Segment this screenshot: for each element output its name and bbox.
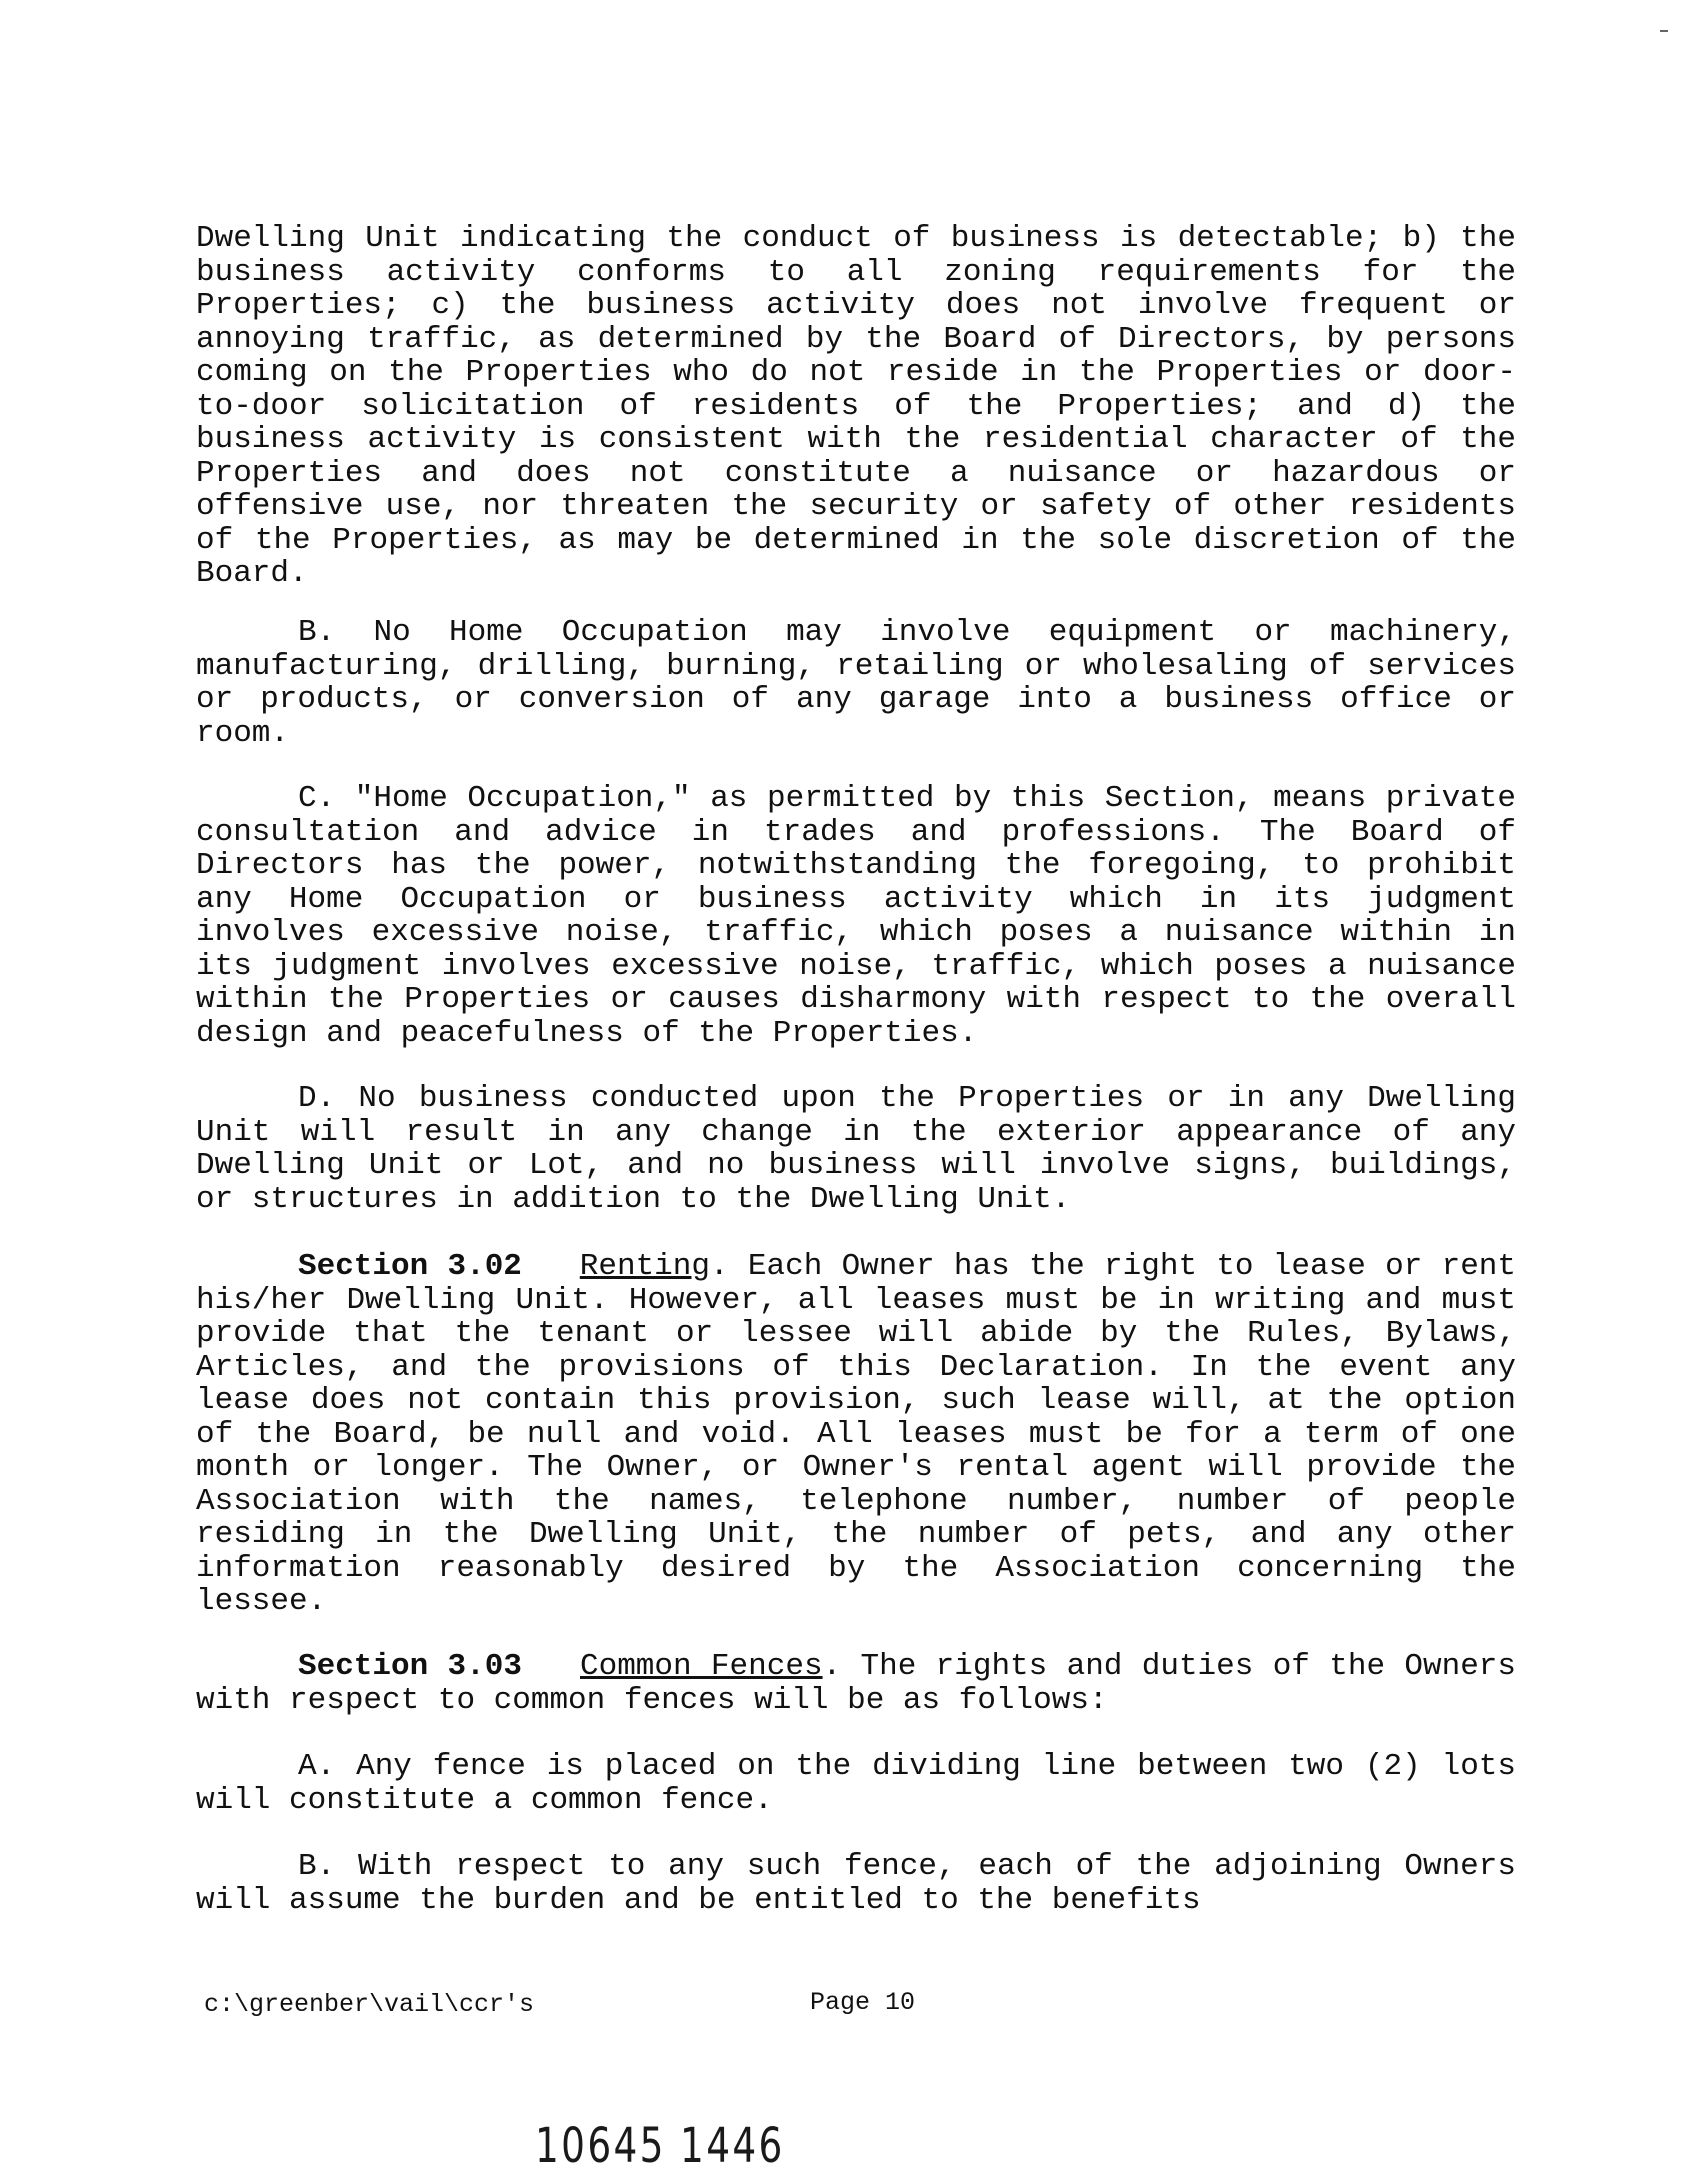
paragraph-3-03-b: B. With respect to any such fence, each of the adjoining Owners will assume the burden and be entitled to the benefits: [196, 1849, 1516, 1918]
recording-stamp: 10645 1446: [535, 2118, 785, 2174]
section-3-03-label: Section 3.03: [298, 1649, 522, 1684]
paragraph-3-03-a: A. Any fence is placed on the dividing line between two (2) lots will constitute a common fence.: [196, 1749, 1516, 1818]
section-3-02: [196, 1250, 1516, 1619]
paragraph-continuation: Dwelling Unit indicating the conduct of business is detectable; b) the business activity conforms to all zoning requirements for the Properties; c) the business activity does not involve frequent or annoying traffic, as determined by the Board of Directors, by persons coming on the Properties who do not reside in the Properties or door-to-door solicitation of residents of the Properties; and d) the business activity is consistent with the residential character of the Properties and does not constitute a nuisance or hazardous or offensive use, nor threaten the security or safety of other residents of the Properties, as may be determined in the sole discretion of the Board.: [196, 221, 1516, 591]
section-3-02-label: Section 3.02: [298, 1249, 522, 1284]
section-3-02-title: Renting: [579, 1249, 710, 1284]
footer-page-number: Page 10: [810, 1988, 916, 2017]
footer-file-path: c:\greenber\vail\ccr's: [204, 1990, 535, 2019]
section-3-03-title: Common Fences: [579, 1649, 823, 1684]
section-3-03: [196, 1650, 1516, 1717]
corner-mark: [1660, 30, 1668, 32]
paragraph-c: C. "Home Occupation," as permitted by this Section, means private consultation and advice in trades and professions. The Board of Directors has the power, notwithstanding the foregoing, to prohibit any Home Occupation or business activity which in its judgment involves excessive noise, traffic, which poses a nuisance within in its judgment involves excessive noise, traffic, which poses a nuisance within the Properties or causes disharmony with respect to the overall design and peacefulness of the Properties.: [196, 781, 1516, 1051]
section-3-02-body: . Each Owner has the right to lease or rent his/her Dwelling Unit. However, all leases must be in writing and must provide that the tenant or lessee will abide by the Rules, Bylaws, Articles, and the provisions of this Declaration. In the event any lease does not contain this provision, such lease will, at the option of the Board, be null and void. All leases must be for a term of one month or longer. The Owner, or Owner's rental agent will provide the Association with the names, telephone number, number of people residing in the Dwelling Unit, the number of pets, and any other information reasonably desired by the Association concerning the lessee.: [196, 1249, 1516, 1619]
paragraph-b: B. No Home Occupation may involve equipment or machinery, manufacturing, drilling, burning, retailing or wholesaling of services or products, or conversion of any garage into a business office or room.: [196, 615, 1516, 751]
section-3-03-body: . The rights and duties of the Owners with respect to common fences will be as follows:: [196, 1649, 1516, 1718]
paragraph-d: D. No business conducted upon the Properties or in any Dwelling Unit will result in any change in the exterior appearance of any Dwelling Unit or Lot, and no business will involve signs, buildings, or structures in addition to the Dwelling Unit.: [196, 1081, 1516, 1217]
